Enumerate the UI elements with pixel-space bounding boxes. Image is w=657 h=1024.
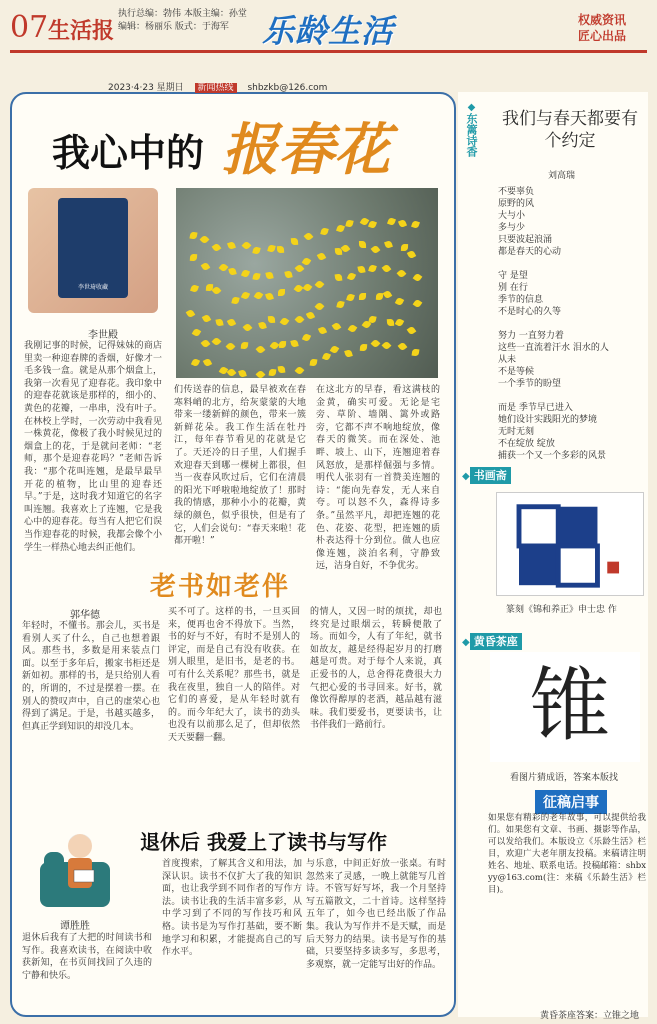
riddle-picture	[490, 652, 640, 762]
blossom	[294, 284, 304, 294]
blossom	[330, 345, 340, 355]
blossom	[347, 271, 356, 280]
blossom	[218, 365, 228, 375]
blossom	[302, 256, 312, 266]
riddle-character: 锥	[530, 659, 610, 752]
blossom	[387, 319, 394, 326]
article3-column-2: 首度搜索，了解其含义和用法，加深认识。读书不仅扩大了我的知识面，也让我学到不同作者的写作方法。读书让我的生活丰富多彩，从中学习到了不同的写作技巧和风格。读书是为写作打基础，要不断地学习和积累，才能提高自己的写作水平。	[162, 859, 302, 958]
diamond-icon: ◆	[466, 102, 477, 113]
slogan	[552, 12, 652, 44]
blossom	[202, 314, 212, 324]
blossom	[336, 224, 345, 233]
blossom	[265, 292, 274, 301]
blossom	[375, 293, 382, 300]
article2-title: 老书如老伴	[150, 572, 291, 602]
blossom	[277, 245, 284, 252]
blossom	[348, 324, 358, 334]
blossom	[254, 291, 264, 301]
article2-column-2: 买不可了。这样的书，一旦买回来，便再也舍不得放下。当然，书的好与不好，有时不是别人的评定，而是自己有没有收获。在别人眼里，是旧书，是老的书。可有什么关系呢？那些书，就是我在夜里，独自一人的陪伴。对它们的喜爱，是从年轻时就有的。而今年纪大了，读书的劲头也没有以前那么足了，但却依然天天要翻一翻。	[168, 607, 300, 743]
elderly-reader-illustration	[30, 822, 130, 912]
blossom	[190, 284, 199, 293]
blossom	[315, 302, 325, 312]
blossom	[336, 301, 344, 309]
newspaper-name: 生活报	[48, 18, 115, 44]
blossom	[321, 227, 330, 236]
blossom	[395, 296, 404, 305]
blossom	[382, 340, 392, 350]
blossom	[335, 273, 343, 281]
contact-email[interactable]: shbzkb@126.com	[247, 83, 328, 93]
blossom	[231, 296, 239, 304]
blossom	[295, 365, 305, 375]
article2-author: 郭华德	[70, 610, 100, 621]
article1-column-2: 们传送春的信息，最早被欢在春寒料峭的北方，给灰蒙蒙的大地带来一缕新鲜的颜色，带来一簇新鲜花朵。我工作生活在牡丹江，每年春节看见的花就是它了。天还冷的日子里，人们握手欢迎春天到哪一棵树上都很，但当一夜春风吹过后，它们在清晨的阳光下呼啦啦地绽放了！那时我的情感，那种小小的花瓣，黄绿的颜色，似乎很快，但是有了它，人们会说句：“春天来啦！花都开啦！”	[174, 385, 306, 547]
article1-author: 李世殿	[88, 330, 118, 341]
staff-list	[118, 8, 258, 34]
blossom	[368, 315, 376, 323]
forsythia-photo	[176, 188, 438, 378]
blossom	[411, 220, 420, 229]
article2-column-1: 年轻时，不懂书。那会儿，买书是看别人买了什么，自己也想着跟风。那些书，多数是用来装点门面。以至于多年后，搬家书柜还是新如初。那样的书，是只给别人看的，所谓的，不过是摆着一摆。在别人的赞叹声中，自己的虚荣心也得到了满足。于是，书越买越多，但真正学到知识的却没几本。	[22, 621, 160, 732]
article1-column-3: 在这北方的早春，看这满枝的金黄，确实可爱。无论是宅旁、草阶、墙隅、篱外或路旁，它都不声不响地绽放，像春天的微笑。而在深处、池畔、坡上、山下，连翘迎着春风怒放，是那样倔强与多情。明代人张羽有一首赞美连翘的诗：“能向先春发，无人来自夸。可以怒不久，森得诗多条。”虽然平凡，却把连翘的花色、花姿、花型，把连翘的质朴表达得十分到位。做人也应像连翘，淡泊名利，守静致远，洁身自好，不争优劣。	[316, 385, 440, 572]
article3-column-1: 退休后我有了大把的时间读书和写作。我喜欢读书，在阅读中收获新知，在书页间找回了久违的宁静和快乐。	[22, 933, 152, 981]
cigarette-box-photo	[28, 188, 158, 313]
section-title: 乐龄生活	[262, 12, 395, 50]
photo-label: 李世琦收藏	[77, 284, 108, 291]
poem-author: 刘高瑞	[548, 171, 576, 181]
blossom	[344, 349, 353, 358]
blossom	[211, 242, 221, 252]
blossom	[295, 263, 305, 273]
blossom	[241, 269, 250, 278]
blossom	[302, 282, 312, 292]
article3-column-3: 与乐意，中间正好放一张桌。有时忽然来了灵感，一晚上就能写几首诗。不管写好写坏，我一个月坚持写五篇散文，二十首诗。这样坚持五年了，如今也已经出版了作品集。我认为写作并不是天赋，而是后天努力的结果。读书是写作的基础，只要坚持多读多写，多思考，多观察，就一定能写出好的作品。	[306, 859, 446, 970]
blossom	[199, 235, 209, 245]
blossom	[318, 326, 327, 335]
blossom	[346, 219, 354, 227]
hotline-tag: 新闻热线	[195, 83, 237, 93]
blossom	[368, 264, 377, 273]
riddle-answer: 黄昏茶座答案：立锥之地	[540, 1011, 640, 1021]
blossom	[407, 326, 417, 336]
blossom	[357, 265, 365, 273]
blossom	[382, 263, 392, 273]
diamond-icon: ◆	[462, 637, 470, 648]
blossom	[258, 321, 267, 330]
blossom	[241, 291, 250, 300]
blossom	[268, 368, 276, 376]
blossom	[384, 240, 393, 249]
blossom	[291, 238, 298, 245]
blossom	[218, 263, 228, 273]
blossom	[189, 232, 197, 240]
blossom	[302, 333, 311, 342]
blossom	[227, 241, 236, 250]
poem-title: 我们与春天都要有个约定	[502, 109, 638, 151]
blossom	[322, 352, 331, 361]
blossom	[412, 348, 420, 356]
blossom	[252, 247, 260, 255]
blossom	[358, 241, 365, 248]
blossom	[401, 244, 408, 251]
blossom	[359, 292, 366, 299]
blossom	[315, 280, 325, 290]
blossom	[310, 358, 318, 366]
blossom	[191, 328, 201, 338]
slogan-line-1: 权威资讯	[577, 13, 626, 27]
article2-column-3: 的情人，又因一时的烦扰，却也终究是过眼烟云，转瞬便散了场。而如今，人有了年纪，就书如故友，越是经得起岁月的打磨越是可贵。对于每个人来说，真正爱书的人，总舍得花费很大力气把心爱的书寻回来。好书，就像饮得醇厚的老酒，越品越有滋味。我们要爱书，更要读书，让书伴我们一路前行。	[310, 607, 442, 731]
blossom	[290, 339, 298, 347]
blossom	[243, 322, 253, 332]
staff-line-1: 执行总编：勃伟 本版主编：孙堂	[118, 9, 247, 19]
blossom	[413, 273, 423, 283]
blossom	[215, 319, 223, 327]
riddle-caption: 看图片猜成语，答案本版找	[510, 773, 619, 783]
blossom	[395, 318, 404, 327]
blossom	[242, 241, 252, 251]
blossom	[211, 337, 221, 347]
blossom	[332, 321, 342, 331]
seal-caption: 篆刻《锦和养正》申士忠 作	[506, 605, 617, 615]
blossom	[360, 344, 367, 351]
blossom	[278, 289, 285, 296]
staff-line-2: 编辑：杨丽乐 版式：于海军	[118, 22, 229, 32]
blossom	[370, 339, 380, 349]
blossom	[228, 267, 237, 276]
call-for-submissions-title: 征稿启事	[535, 790, 607, 814]
blossom	[267, 316, 274, 323]
date-bar	[108, 80, 335, 94]
blossom	[383, 290, 393, 300]
blossom	[398, 219, 407, 228]
blossom	[227, 318, 236, 327]
blossom	[278, 366, 286, 374]
blossom	[255, 370, 265, 378]
call-for-submissions-body: 如果您有精彩的老年故事，可以提供给我们。如果您有文章、书画、摄影等作品，可以发给我们。本版设立《乐龄生活》栏目，欢迎广大老年朋友投稿。来稿请注明姓名、地址、联系电话。投稿邮箱：shbxyy@163.com(注：来稿《乐龄生活》栏目)。	[488, 813, 646, 895]
blossom	[346, 293, 355, 302]
blossom	[284, 270, 292, 278]
issue-date: 2023·4·23 星期日	[108, 83, 184, 93]
blossom	[305, 311, 314, 320]
blossom	[303, 232, 313, 242]
blossom	[387, 217, 396, 226]
blossom	[201, 262, 211, 272]
article1-title-part2: 报春花	[222, 117, 390, 183]
header-divider	[10, 50, 647, 53]
blossom	[407, 249, 416, 258]
blossom	[370, 245, 380, 255]
poem-body: 不要辜负 原野的风 大与小 多与少 只要波起浪涌 都是春天的心动 守 是望 别 在行 季节的信息 不是时心的久等 努力 一直努力着 这些一直流着汗水 泪水的人 从未 不是等候 一个季节的盼望 而是 季节早已进入 她们设计实践阳光的梦境 无时无刻 不在绽放 绽放 捕获一个又一个多彩的风景	[498, 187, 609, 461]
blossom	[186, 309, 196, 319]
blossom	[255, 344, 265, 354]
article1-title-part1: 我心中的	[52, 130, 205, 175]
teahouse-section-tag: ◆ 黄昏茶座	[462, 630, 522, 649]
blossom	[368, 220, 377, 229]
blossom	[279, 341, 286, 348]
blossom	[397, 342, 407, 352]
seal-artwork	[496, 492, 644, 596]
blossom	[201, 338, 211, 348]
article1-column-1: 我刚记事的时候，记得妹妹的商店里卖一种迎春牌的香烟，好像才一毛多钱一盒。就是从那个烟盒上，我第一次看见了迎春花。我印象中的迎春花就该是那样的，细小的、黄色的花瓣，一串串，没有叶子。在林校上学时，一次劳动中我看见一株黄花，像极了我小时候见过的烟盒上的花，于是就问老师：“老师，那个是迎春花吗？”老师告诉我：“那个花叫连翘，是最早最早开花的植物，比山里的迎春还早。”于是，这时我才知道它的名字叫连翘。我喜欢上了连翘，它是我心中的迎春花。每当有人把它们误当作迎春花的时候，我都会像个小学生一样热心地去纠正他们。	[24, 341, 162, 553]
poem-section-tag: ◆东篱诗香	[465, 102, 478, 157]
blossom	[268, 244, 277, 253]
blossom	[226, 368, 236, 378]
blossom	[226, 342, 236, 352]
blossom	[189, 253, 196, 260]
blossom	[316, 252, 326, 262]
blossom	[191, 358, 200, 367]
page-number: 07	[10, 10, 49, 45]
blossom	[265, 271, 273, 279]
blossom	[280, 317, 290, 327]
blossom	[202, 357, 211, 366]
blossom	[413, 298, 423, 308]
blossom	[396, 268, 406, 278]
slogan-line-2: 匠心出品	[577, 29, 626, 43]
article3-author: 谭胜胜	[60, 921, 90, 932]
shuhua-section-tag: ◆ 书画斋	[462, 464, 511, 483]
article3-title: 退休后 我爱上了读书与写作	[140, 830, 387, 854]
blossom	[238, 369, 247, 378]
blossom	[252, 272, 260, 280]
diamond-icon: ◆	[462, 471, 470, 482]
blossom	[295, 314, 305, 324]
blossom	[240, 342, 248, 350]
